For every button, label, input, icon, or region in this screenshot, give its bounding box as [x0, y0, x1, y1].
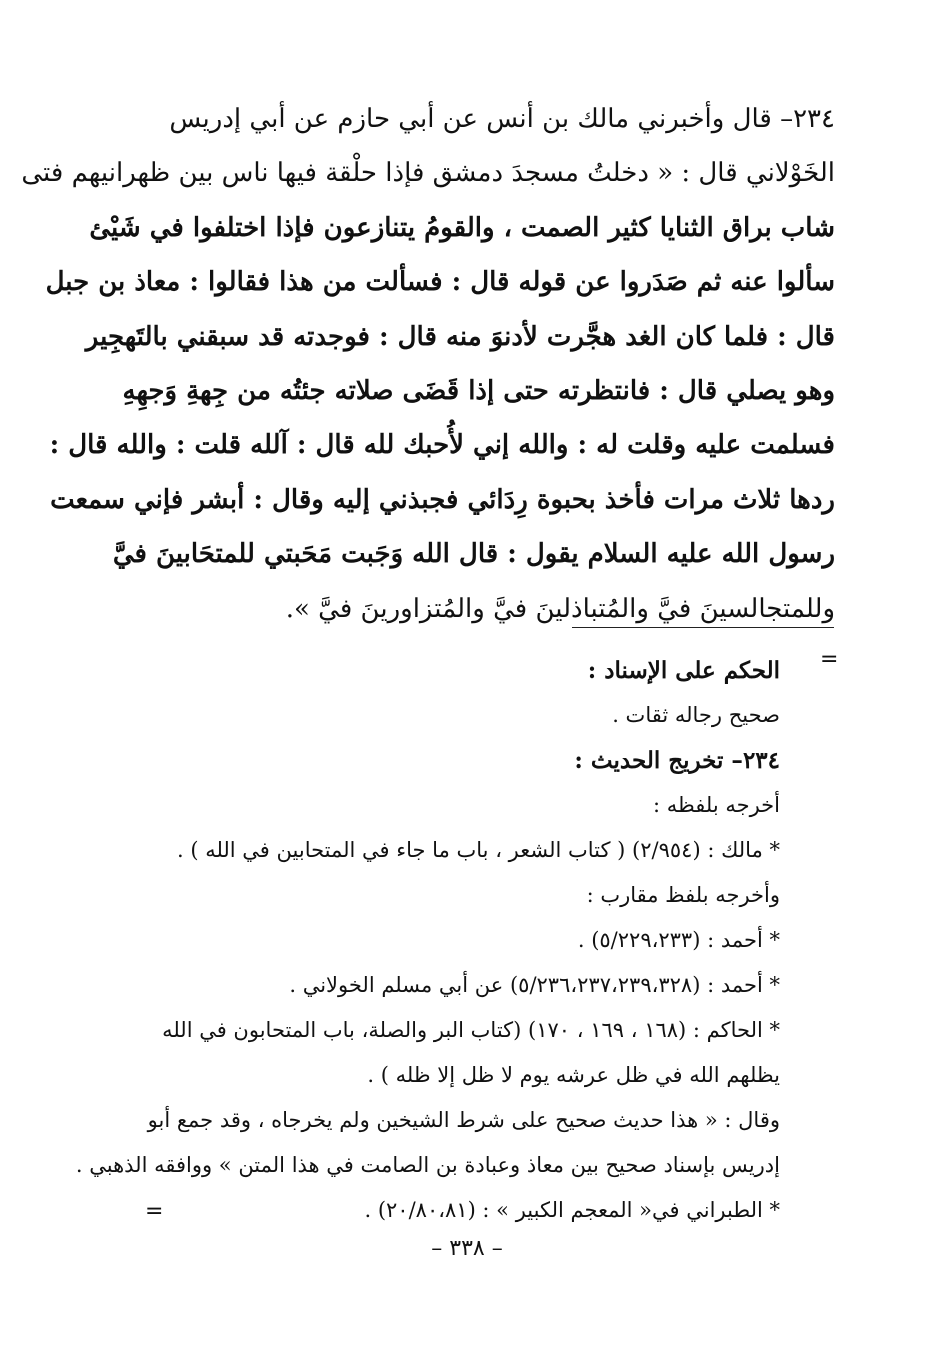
hadith-line: رسول الله عليه السلام يقول : قال الله وَجَبت مَحَبتي للمتحَابينَ فيَّ [112, 539, 835, 570]
hadith-text [21, 92, 835, 636]
footnote-line: أخرجه بلفظه : [653, 793, 780, 817]
hadith-line: وهو يصلي قال : فانتظرته حتى إذا قَضَى صلاته جئتُه من جِهةِ وَجهِهِ [122, 375, 835, 406]
hadith-line: وللمتجالسينَ فيَّ والمُتباذلينَ فيَّ والمُتزاورينَ فيَّ ». [285, 593, 835, 624]
footnote-line: * الطبراني في« المعجم الكبير » : (٢٠/٨٠،٨١) . [364, 1198, 780, 1222]
footnote-line: إدريس بإسناد صحيح بين معاذ وعبادة بن الصامت في هذا المتن » ووافقه الذهبي . [75, 1153, 780, 1177]
footnote-divider [572, 627, 834, 628]
footnote-line: وقال : « هذا حديث صحيح على شرط الشيخين ولم يخرجاه ، وقد جمع أبو [147, 1108, 780, 1132]
footnote-line: * أحمد : (٥/٢٢٩،٢٣٣) . [577, 928, 780, 952]
continuation-mark-bottom: = [145, 1199, 164, 1224]
footnote-line: * الحاكم : (١٦٨ ، ١٦٩ ، ١٧٠) (كتاب البر والصلة، باب المتحابون في الله [162, 1018, 780, 1042]
footnotes [75, 648, 780, 1233]
hadith-line: قال : فلما كان الغد هجَّرت لأدنوَ منه قال : فوجدته قد سبقني بالتَهجِير [85, 321, 835, 352]
page-number: – ٣٣٨ – [431, 1236, 503, 1261]
isnad-ruling-heading: الحكم على الإسناد : [587, 657, 780, 684]
continuation-mark-top: = [820, 647, 839, 672]
footnote-line: صحيح رجاله ثقات . [612, 703, 780, 727]
hadith-line: ٢٣٤– قال وأخبرني مالك بن أنس عن أبي حازم عن أبي إدريس [169, 104, 835, 134]
footnote-line: * أحمد : (٥/٢٣٦،٢٣٧،٢٣٩،٣٢٨) عن أبي مسلم الخولاني . [289, 973, 780, 997]
hadith-line: سألوا عنه ثم صَدَروا عن قوله قال : فسألت من هذا فقالوا : معاذ بن جبل [45, 267, 835, 298]
footnote-line: وأخرجه بلفظ مقارب : [586, 883, 780, 907]
hadith-line: الخَوْلاني قال : « دخلتُ مسجدَ دمشق فإذا حلْقة فيها ناس بين ظهرانيهم فتى [21, 158, 835, 189]
hadith-line: ردها ثلاث مرات فأخذ بحبوة رِدَائي فجبذني إليه وقال : أبشر فإني سمعت [50, 484, 835, 515]
hadith-line: فسلمت عليه وقلت له : والله إني لأُحبك لله قال : آلله قلت : والله قال : [49, 430, 835, 461]
takhrij-heading: ٢٣٤– تخريج الحديث : [574, 747, 780, 774]
footnote-line: * مالك : (٢/٩٥٤) ( كتاب الشعر ، باب ما جاء في المتحابين في الله ) . [176, 838, 780, 862]
hadith-line: شاب براق الثنايا كثير الصمت ، والقومُ يتنازعون فإذا اختلفوا في شَيْئ [89, 212, 835, 243]
footnote-line: يظلهم الله في ظل عرشه يوم لا ظل إلا ظله ) . [367, 1063, 780, 1087]
